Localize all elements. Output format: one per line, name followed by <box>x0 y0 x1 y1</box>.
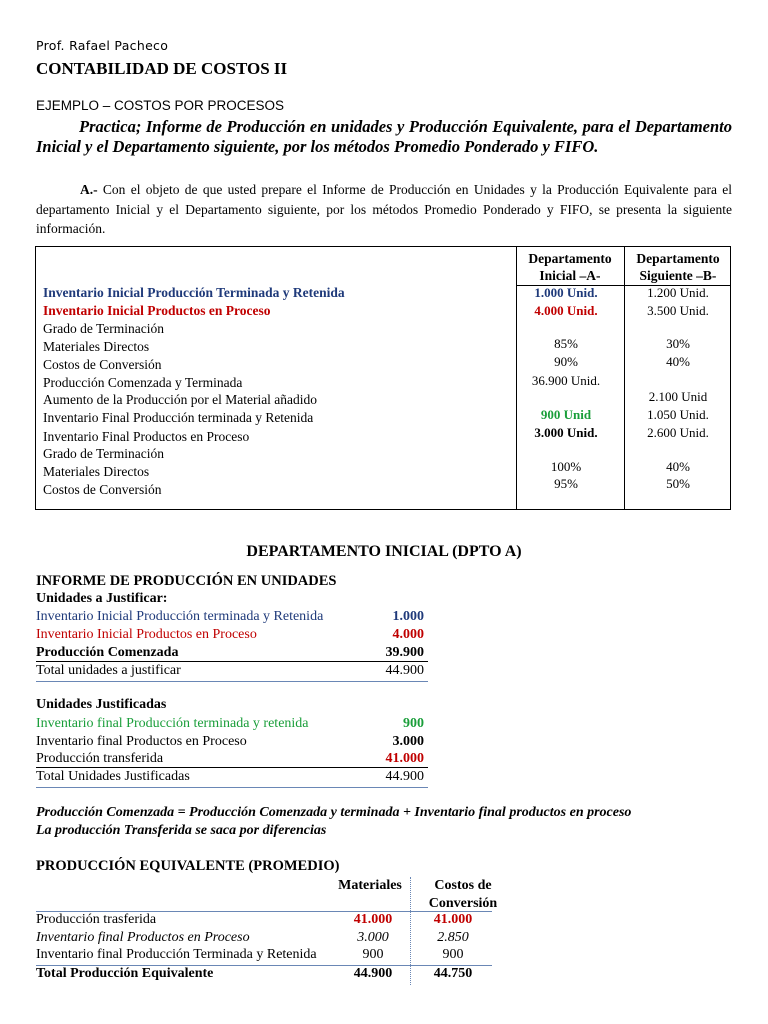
cell-dept-a: 900 Unid <box>540 407 592 422</box>
cell-dept-b: 1.050 Unid. <box>647 407 709 422</box>
total-underline <box>36 681 428 682</box>
intro-lead: A.- <box>80 182 98 197</box>
row-label: Materiales Directos <box>43 464 150 479</box>
eq-row-label: Total Producción Equivalente <box>36 966 214 981</box>
eq-cell-conversion: 41.000 <box>433 912 473 927</box>
list-item-label: Producción transferida <box>36 751 164 766</box>
row-label: Inventario Inicial Productos en Proceso <box>43 303 271 318</box>
row-label: Costos de Conversión <box>43 357 162 372</box>
author-name: Prof. Rafael Pacheco <box>36 38 169 53</box>
row-label: Inventario Inicial Producción Terminada y Retenida <box>43 285 345 300</box>
row-label: Grado de Terminación <box>43 321 165 336</box>
col-header-materials: Materiales <box>338 878 402 893</box>
cell-dept-b: 2.100 Unid <box>648 389 708 404</box>
list-item-label: Producción Comenzada <box>36 645 179 660</box>
section-title-dept-a: DEPARTAMENTO INICIAL (DPTO A) <box>246 543 522 560</box>
list-item-value: 3.000 <box>392 734 424 749</box>
eq-cell-materials: 900 <box>362 947 384 962</box>
eq-row-label: Producción trasferida <box>36 912 157 927</box>
total-underline <box>36 787 428 788</box>
list-item-label: Inventario Inicial Producción terminada y Retenida <box>36 609 324 624</box>
eq-cell-conversion: 900 <box>442 947 464 962</box>
row-label: Materiales Directos <box>43 339 150 354</box>
course-title: CONTABILIDAD DE COSTOS II <box>36 59 288 78</box>
cell-dept-a: 4.000 Unid. <box>534 303 598 318</box>
practice-title <box>36 117 732 157</box>
cell-dept-b: 3.500 Unid. <box>647 303 709 318</box>
cell-dept-a: 100% <box>550 459 582 474</box>
row-label: Producción Comenzada y Terminada <box>43 375 243 390</box>
cell-dept-b: 50% <box>666 476 690 491</box>
col-header-dept-b-line1: Departamento <box>636 251 720 266</box>
column-divider <box>410 877 411 985</box>
formula-transferida: La producción Transferida se saca por diferencias <box>36 823 327 838</box>
col-header-dept-a-line2: Inicial –A- <box>539 268 601 283</box>
col-header-dept-a <box>516 250 624 284</box>
eq-cell-conversion: 44.750 <box>433 966 473 981</box>
source-data-table <box>35 246 731 510</box>
list-item-label: Total unidades a justificar <box>36 663 181 678</box>
list-item-value: 44.900 <box>385 769 424 784</box>
justified-title: Unidades Justificadas <box>36 697 167 712</box>
col-header-dept-a-line1: Departamento <box>528 251 612 266</box>
eq-cell-materials: 3.000 <box>357 930 389 945</box>
cell-dept-a: 36.900 Unid. <box>531 373 601 388</box>
list-item-value: 1.000 <box>392 609 424 624</box>
col-header-conversion <box>414 877 512 913</box>
practice-title-text: Practica; Informe de Producción en unidades y Producción Equivalente, para el Departamento Inicial y el Departamento siguiente, por los métodos Promedio Ponderado y FIFO. <box>36 117 732 156</box>
col-header-conversion-line1: Costos de <box>434 878 492 893</box>
cell-dept-a: 3.000 Unid. <box>534 425 598 440</box>
intro-paragraph <box>36 180 732 239</box>
report-title: INFORME DE PRODUCCIÓN EN UNIDADES <box>36 573 337 589</box>
cell-dept-b: 1.200 Unid. <box>647 285 709 300</box>
list-item-label: Inventario final Producción terminada y retenida <box>36 716 309 731</box>
list-item-label: Inventario Inicial Productos en Proceso <box>36 627 257 642</box>
cell-dept-a: 90% <box>554 354 578 369</box>
eq-row-label: Inventario final Productos en Proceso <box>36 930 250 945</box>
col-header-dept-b-line2: Siguiente –B- <box>639 268 717 283</box>
list-item-value: 900 <box>403 716 424 731</box>
cell-dept-b: 2.600 Unid. <box>647 425 709 440</box>
cell-dept-a: 1.000 Unid. <box>534 285 598 300</box>
to-justify-title: Unidades a Justificar: <box>36 591 168 606</box>
row-label: Aumento de la Producción por el Material añadido <box>43 392 318 407</box>
list-item-value: 39.900 <box>385 645 424 660</box>
row-label: Costos de Conversión <box>43 482 162 497</box>
eq-cell-materials: 44.900 <box>353 966 393 981</box>
cell-dept-b: 40% <box>666 459 690 474</box>
list-item-value: 41.000 <box>385 751 424 766</box>
formula-comenzada: Producción Comenzada = Producción Comenzada y terminada + Inventario final productos en proceso <box>36 805 632 820</box>
row-label: Inventario Final Productos en Proceso <box>43 429 250 444</box>
list-item-label: Inventario final Productos en Proceso <box>36 734 247 749</box>
row-label: Inventario Final Producción terminada y Retenida <box>43 410 314 425</box>
row-label: Grado de Terminación <box>43 446 165 461</box>
eq-cell-conversion: 2.850 <box>437 930 469 945</box>
intro-text: Con el objeto de que usted prepare el Informe de Producción en Unidades y la Producción Equivalente para el departamento Inicial y el Departamento siguiente, por los métodos Promedio Ponderado y FIFO, se presenta la siguiente información. <box>36 182 732 236</box>
list-item-label: Total Unidades Justificadas <box>36 769 190 784</box>
cell-dept-b: 40% <box>666 354 690 369</box>
cell-dept-b: 30% <box>666 336 690 351</box>
example-heading: EJEMPLO – COSTOS POR PROCESOS <box>36 98 285 113</box>
cell-dept-a: 95% <box>554 476 578 491</box>
eq-cell-materials: 41.000 <box>353 912 393 927</box>
eq-row-label: Inventario final Producción Terminada y Retenida <box>36 947 317 962</box>
col-header-dept-b <box>624 250 732 284</box>
total-divider <box>36 661 428 662</box>
list-item-value: 4.000 <box>392 627 424 642</box>
cell-dept-a: 85% <box>554 336 578 351</box>
col-header-conversion-line2: Conversión <box>428 896 498 911</box>
list-item-value: 44.900 <box>385 663 424 678</box>
equivalent-title: PRODUCCIÓN EQUIVALENTE (PROMEDIO) <box>36 858 340 874</box>
total-divider <box>36 767 428 768</box>
